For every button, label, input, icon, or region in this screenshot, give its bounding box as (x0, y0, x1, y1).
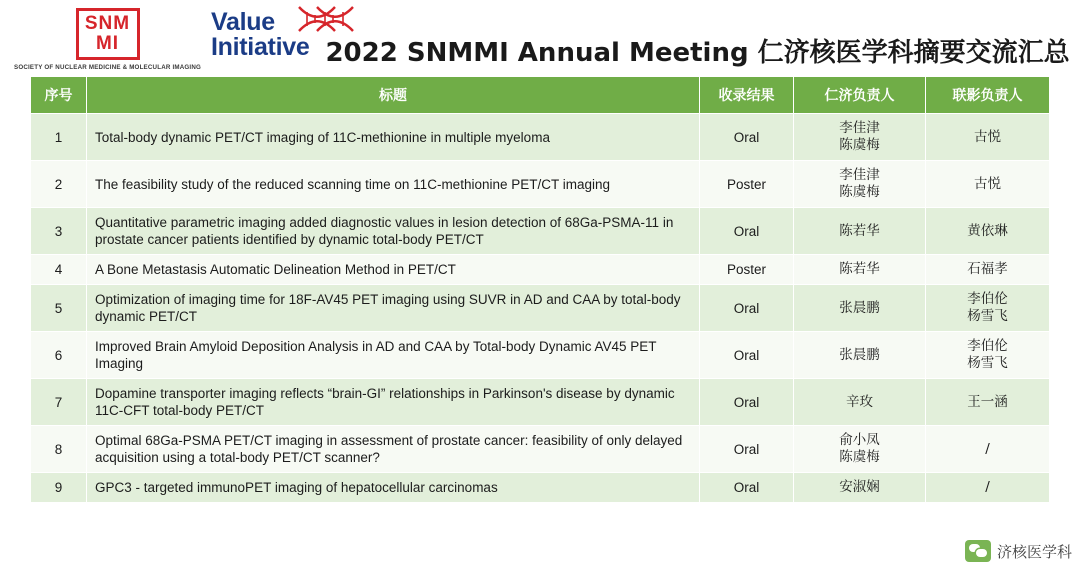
column-header-number: 序号 (31, 77, 87, 114)
cell-lianying-lead: 黄依琳 (926, 208, 1050, 255)
cell-result: Poster (700, 255, 794, 285)
table-row (31, 161, 1050, 208)
table-row (31, 208, 1050, 255)
wechat-account-name: 济核医学科 (996, 542, 1072, 561)
cell-result: Poster (700, 161, 794, 208)
cell-number: 2 (31, 161, 87, 208)
cell-title: GPC3 - targeted immunoPET imaging of hepatocellular carcinomas (87, 473, 700, 503)
cell-number: 1 (31, 114, 87, 161)
cell-title: The feasibility study of the reduced scanning time on 11C-methionine PET/CT imaging (87, 161, 700, 208)
table-row (31, 426, 1050, 473)
cell-renji-lead: 张晨鹏 (794, 285, 926, 332)
value-initiative-logo (211, 8, 309, 60)
cell-renji-lead: 李佳津 陈虞梅 (794, 161, 926, 208)
page-title: 2022 SNMMI Annual Meeting 仁济核医学科摘要交流汇总 (325, 37, 1070, 68)
cell-renji-lead: 安淑娴 (794, 473, 926, 503)
cell-renji-lead: 辛玫 (794, 379, 926, 426)
wechat-watermark (965, 540, 1072, 562)
cell-lianying-lead: 石福孝 (926, 255, 1050, 285)
wechat-icon (965, 540, 991, 562)
table-row (31, 114, 1050, 161)
cell-result: Oral (700, 285, 794, 332)
cell-lianying-lead: 王一涵 (926, 379, 1050, 426)
cell-renji-lead: 李佳津 陈虞梅 (794, 114, 926, 161)
cell-lianying-lead: / (926, 473, 1050, 503)
table-header-row (31, 77, 1050, 114)
table-body (31, 114, 1050, 503)
column-header-renji-lead: 仁济负责人 (794, 77, 926, 114)
page-header (0, 0, 1080, 76)
cell-number: 3 (31, 208, 87, 255)
cell-lianying-lead: 古悦 (926, 114, 1050, 161)
cell-renji-lead: 张晨鹏 (794, 332, 926, 379)
cell-result: Oral (700, 114, 794, 161)
cell-title: Optimization of imaging time for 18F-AV45 PET imaging using SUVR in AD and CAA by total-body dynamic PET/CT (87, 285, 700, 332)
table-row (31, 473, 1050, 503)
cell-result: Oral (700, 332, 794, 379)
cell-lianying-lead: 李伯伦 杨雪飞 (926, 332, 1050, 379)
snmmi-logo-box (76, 8, 140, 60)
cell-result: Oral (700, 426, 794, 473)
cell-title: Optimal 68Ga-PSMA PET/CT imaging in assessment of prostate cancer: feasibility of only delayed acquisition using a total-body PET/CT scanner? (87, 426, 700, 473)
cell-number: 5 (31, 285, 87, 332)
cell-lianying-lead: / (926, 426, 1050, 473)
cell-lianying-lead: 古悦 (926, 161, 1050, 208)
cell-renji-lead: 陈若华 (794, 208, 926, 255)
snmmi-logo (14, 8, 201, 71)
cell-title: A Bone Metastasis Automatic Delineation Method in PET/CT (87, 255, 700, 285)
value-initiative-line2: Initiative (211, 32, 310, 61)
cell-result: Oral (700, 473, 794, 503)
cell-renji-lead: 俞小凤 陈虞梅 (794, 426, 926, 473)
column-header-title: 标题 (87, 77, 700, 114)
table-row (31, 379, 1050, 426)
cell-title: Total-body dynamic PET/CT imaging of 11C-methionine in multiple myeloma (87, 114, 700, 161)
cell-result: Oral (700, 208, 794, 255)
cell-title: Dopamine transporter imaging reflects “brain-GI” relationships in Parkinson's disease by dynamic 11C-CFT total-body PET/CT (87, 379, 700, 426)
cell-number: 8 (31, 426, 87, 473)
snmmi-logo-line2: MI (95, 32, 120, 54)
column-header-result: 收录结果 (700, 77, 794, 114)
table-row (31, 285, 1050, 332)
snmmi-tagline: SOCIETY OF NUCLEAR MEDICINE & MOLECULAR IMAGING (14, 63, 202, 71)
abstracts-table (30, 76, 1050, 503)
column-header-lianying-lead: 联影负责人 (926, 77, 1050, 114)
cell-title: Quantitative parametric imaging added diagnostic values in lesion detection of 68Ga-PSMA-11 in prostate cancer patients identified by dynamic total-body PET/CT (87, 208, 700, 255)
cell-result: Oral (700, 379, 794, 426)
cell-number: 4 (31, 255, 87, 285)
cell-number: 7 (31, 379, 87, 426)
value-initiative-line1: Value (211, 7, 275, 36)
abstracts-table-container (0, 76, 1080, 503)
cell-title: Improved Brain Amyloid Deposition Analysis in AD and CAA by Total-body Dynamic AV45 PET Imaging (87, 332, 700, 379)
cell-lianying-lead: 李伯伦 杨雪飞 (926, 285, 1050, 332)
table-row (31, 255, 1050, 285)
table-row (31, 332, 1050, 379)
cell-number: 6 (31, 332, 87, 379)
snmmi-logo-line1: SNM (84, 12, 131, 34)
cell-number: 9 (31, 473, 87, 503)
cell-renji-lead: 陈若华 (794, 255, 926, 285)
dna-helix-icon (297, 4, 367, 34)
snmmi-value-initiative-logo (14, 8, 309, 71)
